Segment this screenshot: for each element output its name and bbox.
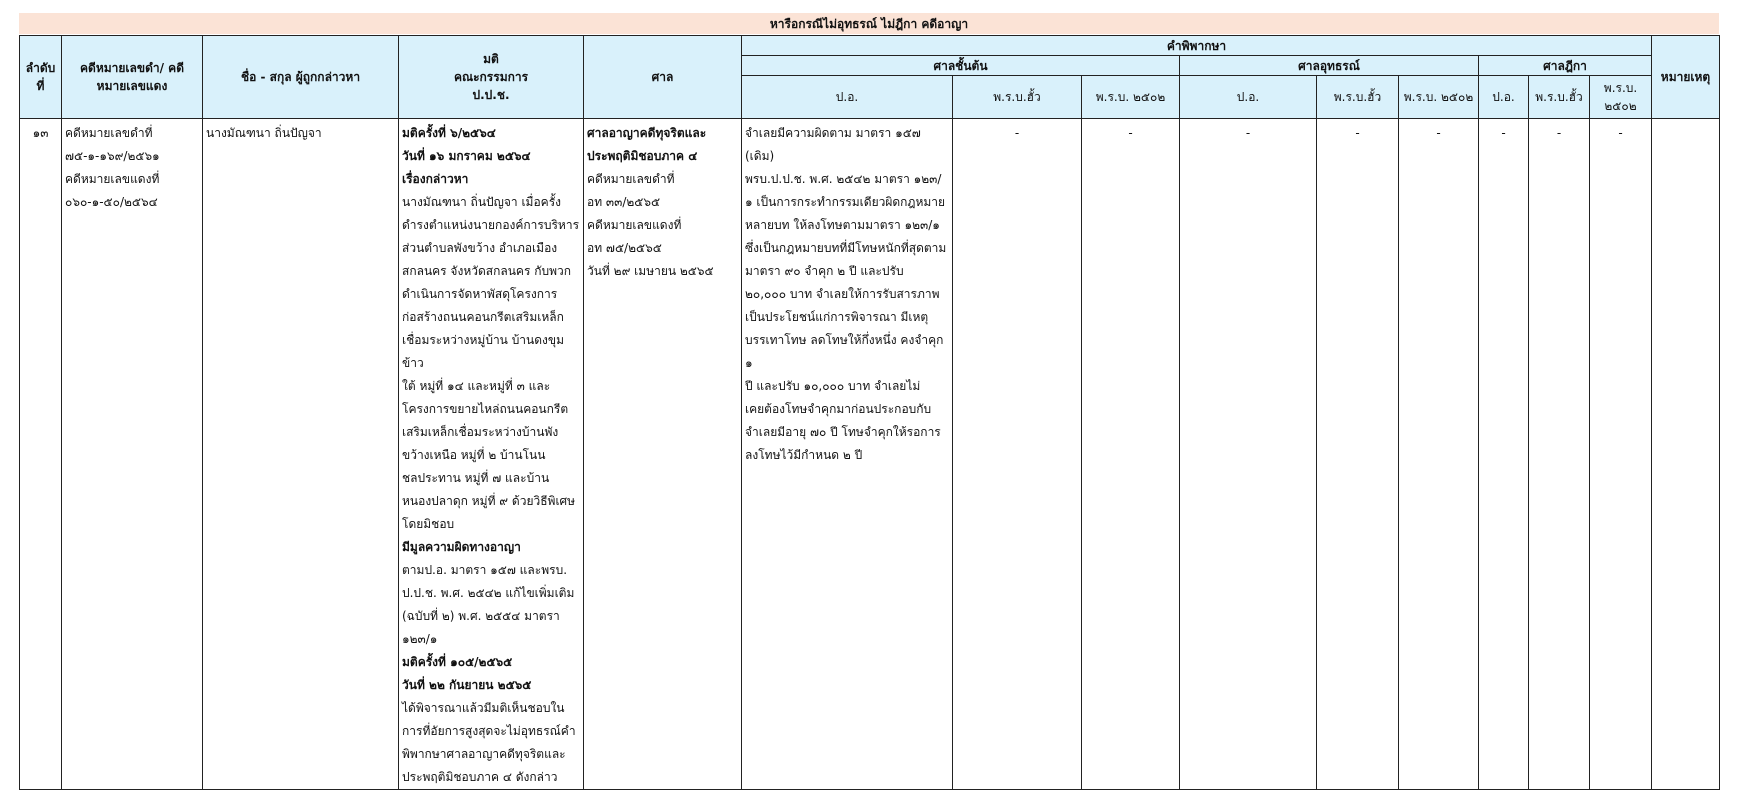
cell-first-court-judgment: [742, 119, 953, 790]
cell-supreme-prb-2502: -: [1590, 119, 1652, 790]
header-case-number: คดีหมายเลขดำ/ คดีหมายเลขแดง: [62, 36, 203, 119]
cell-court: [584, 119, 742, 790]
header-supreme-po: ป.อ.: [1479, 76, 1529, 119]
judgment-line: ลงโทษไว้มีกำหนด ๒ ปี: [745, 448, 863, 462]
court-line: คดีหมายเลขดำที่: [587, 172, 675, 186]
resolution-line: (ฉบับที่ ๒) พ.ศ. ๒๕๕๔ มาตรา: [402, 609, 560, 623]
header-first-po: ป.อ.: [742, 76, 953, 119]
resolution-line: ก่อสร้างถนนคอนกรีตเสริมเหล็ก: [402, 310, 564, 324]
resolution-line: โดยมิชอบ: [402, 517, 455, 531]
judgment-line: ๒๐,๐๐๐ บาท จำเลยให้การรับสารภาพ: [745, 287, 940, 301]
resolution-line: เรื่องกล่าวหา: [402, 172, 469, 186]
header-first-prb-2502: พ.ร.บ. ๒๕๐๒: [1082, 76, 1180, 119]
header-supreme-prb-sub: พ.ร.บ.ฮั้ว: [1529, 76, 1590, 119]
header-resolution-line: มติ: [483, 52, 499, 66]
cell-first-prb-2502: -: [1082, 119, 1180, 790]
report-title: หารือกรณีไม่อุทธรณ์ ไม่ฎีกา คดีอาญา: [19, 13, 1719, 34]
court-line: คดีหมายเลขแดงที่: [587, 218, 682, 232]
judgment-line: จำเลยมีอายุ ๗๐ ปี โทษจำคุกให้รอการ: [745, 425, 941, 439]
header-resolution: [399, 36, 584, 119]
resolution-line: ชลประทาน หมู่ที่ ๗ และบ้าน: [402, 471, 550, 485]
resolution-line: นางมัณฑนา ถิ่นปัญจา เมื่อครั้ง: [402, 195, 562, 209]
resolution-line: ส่วนตำบลพังขว้าง อำเภอเมือง: [402, 241, 558, 255]
resolution-line: หนองปลาดุก หมู่ที่ ๙ ด้วยวิธีพิเศษ: [402, 494, 576, 508]
resolution-line: ขว้างเหนือ หมู่ที่ ๒ บ้านโนน: [402, 448, 546, 462]
header-order: ลำดับ ที่: [20, 36, 62, 119]
resolution-line: มติครั้งที่ ๑๐๕/๒๕๖๕: [402, 655, 513, 669]
resolution-line: ใต้ หมู่ที่ ๑๔ และหมู่ที่ ๓ และ: [402, 379, 551, 393]
judgment-line: มาตรา ๙๐ จำคุก ๒ ปี และปรับ: [745, 264, 904, 278]
court-line: ประพฤติมิชอบภาค ๔: [587, 149, 698, 163]
judgment-line: หลายบท ให้ลงโทษตามมาตรา ๑๒๓/๑: [745, 218, 940, 232]
resolution-line: พิพากษาศาลอาญาคดีทุจริตและ: [402, 747, 566, 761]
cell-remark: [1652, 119, 1720, 790]
header-court: ศาล: [584, 36, 742, 119]
judgment-line: ซึ่งเป็นกฎหมายบทที่มีโทษหนักที่สุดตาม: [745, 241, 947, 255]
court-line: อท ๗๕/๒๕๖๕: [587, 241, 662, 255]
court-line: อท ๓๓/๒๕๖๕: [587, 195, 661, 209]
table-row: [20, 119, 1720, 790]
resolution-line: ประพฤติมิชอบภาค ๔ ดังกล่าว: [402, 770, 558, 784]
resolution-line: โครงการขยายไหล่ถนนคอนกรีต: [402, 402, 569, 416]
resolution-line: วันที่ ๑๖ มกราคม ๒๕๖๔: [402, 149, 531, 163]
header-supreme-prb-line: พ.ร.บ.: [1603, 81, 1638, 95]
resolution-line: ตามป.อ. มาตรา ๑๕๗ และพรบ.: [402, 563, 568, 577]
header-appeal-prb-sub: พ.ร.บ.ฮั้ว: [1317, 76, 1399, 119]
resolution-line: การที่อัยการสูงสุดจะไม่อุทธรณ์คำ: [402, 724, 576, 738]
resolution-line: สกลนคร จังหวัดสกลนคร กับพวก: [402, 264, 571, 278]
header-resolution-line: ป.ป.ช.: [472, 88, 510, 102]
judgment-line: เคยต้องโทษจำคุกมาก่อนประกอบกับ: [745, 402, 932, 416]
judgment-line: พรบ.ป.ป.ช. พ.ศ. ๒๕๔๒ มาตรา ๑๒๓/: [745, 172, 942, 186]
header-appeal-po: ป.อ.: [1180, 76, 1317, 119]
cell-appeal-prb-sub: -: [1317, 119, 1399, 790]
judgment-line: บรรเทาโทษ ลดโทษให้กึ่งหนึ่ง คงจำคุก ๑: [745, 333, 944, 370]
case-number-line: ๗๕-๑-๑๖๙/๒๕๖๑: [65, 149, 160, 163]
cell-appeal-prb-2502: -: [1399, 119, 1479, 790]
case-number-line: คดีหมายเลขดำที่: [65, 126, 153, 140]
header-supreme-prb-line: ๒๕๐๒: [1604, 99, 1637, 113]
header-supreme-prb-2502: [1590, 76, 1652, 119]
header-judgment: คำพิพากษา: [742, 36, 1652, 56]
cell-accused-name: นางมัณฑนา ถิ่นปัญจา: [203, 119, 399, 790]
resolution-line: มติครั้งที่ ๖/๒๕๖๔: [402, 126, 496, 140]
case-number-line: ๐๖๐-๑-๕๐/๒๕๖๔: [65, 195, 158, 209]
header-remark: หมายเหตุ: [1652, 36, 1720, 119]
court-line: วันที่ ๒๙ เมษายน ๒๕๖๕: [587, 264, 714, 278]
judgment-line: ๑ เป็นการกระทำกรรมเดียวผิดกฎหมาย: [745, 195, 946, 209]
resolution-line: ดำรงตำแหน่งนายกองค์การบริหาร: [402, 218, 580, 232]
cell-resolution: [399, 119, 584, 790]
header-supreme-court: ศาลฎีกา: [1479, 56, 1652, 76]
case-number-line: คดีหมายเลขแดงที่: [65, 172, 160, 186]
resolution-line: วันที่ ๒๒ กันยายน ๒๕๖๕: [402, 678, 532, 692]
case-table: [19, 35, 1720, 790]
judgment-line: จำเลยมีความผิดตาม มาตรา ๑๕๗ (เดิม): [745, 126, 921, 163]
resolution-line: ป.ป.ช. พ.ศ. ๒๕๔๒ แก้ไขเพิ่มเติม: [402, 586, 575, 600]
judgment-line: เป็นประโยชน์แก่การพิจารณา มีเหตุ: [745, 310, 929, 324]
header-accused-name: ชื่อ - สกุล ผู้ถูกกล่าวหา: [203, 36, 399, 119]
resolution-line: เชื่อมระหว่างหมู่บ้าน บ้านดงขุมข้าว: [402, 333, 565, 370]
resolution-line: ดำเนินการจัดหาพัสดุโครงการ: [402, 287, 558, 301]
cell-first-prb-sub: -: [953, 119, 1082, 790]
cell-supreme-po: -: [1479, 119, 1529, 790]
header-first-prb-sub: พ.ร.บ.ฮั้ว: [953, 76, 1082, 119]
resolution-line: มีมูลความผิดทางอาญา: [402, 540, 521, 554]
cell-supreme-prb-sub: -: [1529, 119, 1590, 790]
judgment-line: ปี และปรับ ๑๐,๐๐๐ บาท จำเลยไม่: [745, 379, 921, 393]
resolution-line: ได้พิจารณาแล้วมีมติเห็นชอบใน: [402, 701, 565, 715]
cell-order: ๑๓: [20, 119, 62, 790]
header-resolution-line: คณะกรรมการ: [453, 70, 529, 84]
resolution-line: ๑๒๓/๑: [402, 632, 438, 646]
header-appeal-prb-2502: พ.ร.บ. ๒๕๐๒: [1399, 76, 1479, 119]
resolution-line: เสริมเหล็กเชื่อมระหว่างบ้านพัง: [402, 425, 559, 439]
header-first-court: ศาลชั้นต้น: [742, 56, 1180, 76]
cell-case-number: [62, 119, 203, 790]
cell-appeal-po: -: [1180, 119, 1317, 790]
header-appeal-court: ศาลอุทธรณ์: [1180, 56, 1479, 76]
court-line: ศาลอาญาคดีทุจริตและ: [587, 126, 707, 140]
